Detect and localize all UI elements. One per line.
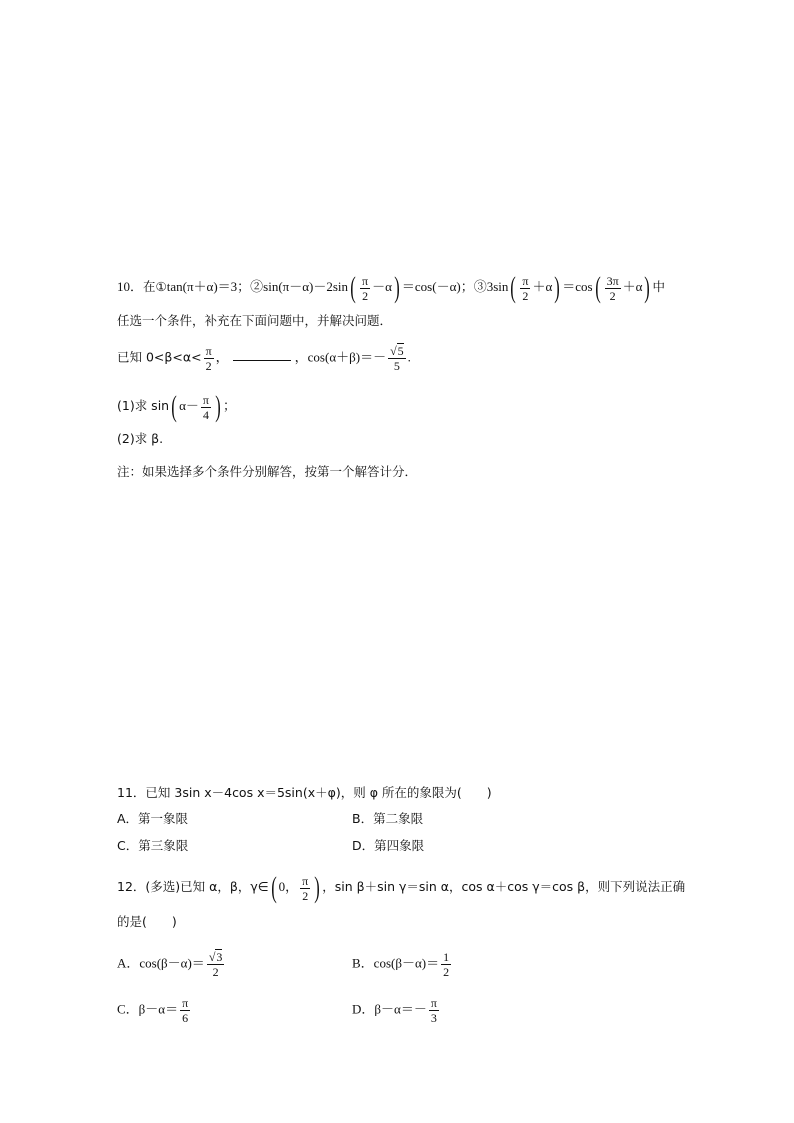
fraction: $\frac{1}{2}$ xyxy=(443,950,450,979)
fraction: $\frac{\pi}{2}$ xyxy=(522,273,529,303)
q11-stem: 11．已知 3sin x－4cos x＝5sin(x＋φ)，则 φ 所在的象限为( ) xyxy=(117,785,492,800)
q10-cond3-post: 中 xyxy=(652,278,665,294)
fraction: $\frac{\pi}{4}$ xyxy=(202,392,209,422)
fraction: $\frac{\pi}{2}$ xyxy=(205,344,212,373)
q12-stem-line1 xyxy=(117,873,685,903)
fraction: $\frac{√5}{5}$ xyxy=(390,344,404,373)
fraction: $\frac{√3}{2}$ xyxy=(208,950,223,979)
q11-option-a: A．第一象限 xyxy=(117,811,189,826)
right-paren: ) xyxy=(554,271,561,304)
right-paren: ) xyxy=(314,871,320,904)
q10-given xyxy=(117,344,411,373)
q10-stem-line1 xyxy=(117,273,665,303)
q10-given-cos: ，cos(α＋β)＝－ xyxy=(294,349,387,365)
q10-intro: 在① xyxy=(143,278,167,294)
q12-stem-pre: 12．(多选)已知 α，β，γ∈ xyxy=(117,878,269,894)
left-paren: ( xyxy=(171,390,177,423)
q10-part1-end: ； xyxy=(222,397,236,413)
left-paren: ( xyxy=(350,271,356,304)
q10-number: 10． xyxy=(117,278,144,294)
q12-option-b: B．cos(β－α)＝ $\frac{1}{2}$ xyxy=(352,950,450,979)
q10-cond1: tan(π＋α)＝3； xyxy=(166,278,251,294)
q10-part1-mid: α－ xyxy=(179,397,199,413)
q10-note: 注：如果选择多个条件分别解答，按第一个解答计分． xyxy=(117,464,418,479)
q11-option-d: D．第四象限 xyxy=(352,838,425,853)
fraction: $\frac{\pi}{2}$ xyxy=(362,273,369,303)
q10-given-comma: ， xyxy=(215,349,229,365)
q11-option-b: B．第二象限 xyxy=(352,811,424,826)
q10-cond2-pre: ②sin(π－α)－2sin xyxy=(250,278,349,294)
right-paren: ) xyxy=(215,390,221,423)
q10-cond3-mid2: ＋α xyxy=(622,278,643,294)
q10-cond3-mid: ＋α xyxy=(532,278,553,294)
q11-option-c: C．第三象限 xyxy=(117,838,189,853)
q10-stem-line2: 任选一个条件，补充在下面问题中，并解决问题． xyxy=(117,313,393,328)
right-paren: ) xyxy=(644,271,651,304)
q10-cond2-post: ＝cos(－α)； xyxy=(401,278,474,294)
left-paren: ( xyxy=(270,871,277,904)
fraction: $\frac{3\pi}{2}$ xyxy=(606,273,619,303)
q10-part1 xyxy=(117,392,236,422)
q12-option-a: A．cos(β－α)＝ $\frac{√3}{2}$ xyxy=(117,950,223,979)
q12-interval-pre: 0， xyxy=(278,878,299,894)
q10-part1-pre: (1)求 sin xyxy=(117,397,170,413)
left-paren: ( xyxy=(510,271,517,304)
q12-stem-post: ，sin β＋sin γ＝sin α，cos α＋cos γ＝cos β，则下列说法正确 xyxy=(322,878,686,894)
q10-part2: (2)求 β. xyxy=(117,431,164,446)
q10-given-end: . xyxy=(407,349,411,365)
fraction: $\frac{\pi}{6}$ xyxy=(182,996,189,1025)
fraction: $\frac{\pi}{2}$ xyxy=(302,873,309,903)
q10-cond2-mid: －α xyxy=(372,278,392,294)
q10-cond3-pre: ③3sin xyxy=(473,278,509,294)
fraction: $\frac{\pi}{3}$ xyxy=(430,996,437,1025)
answer-blank xyxy=(233,348,291,361)
q10-given-pre: 已知 0<β<α< xyxy=(117,349,202,365)
q10-cond3-eq: ＝cos xyxy=(562,278,593,294)
right-paren: ) xyxy=(394,271,400,304)
q12-option-d: D．β－α＝－ $\frac{\pi}{3}$ xyxy=(352,996,437,1025)
left-paren: ( xyxy=(594,271,601,304)
q12-stem-line2: 的是( ) xyxy=(117,914,177,929)
q12-option-c: C．β－α＝ $\frac{\pi}{6}$ xyxy=(117,996,189,1025)
